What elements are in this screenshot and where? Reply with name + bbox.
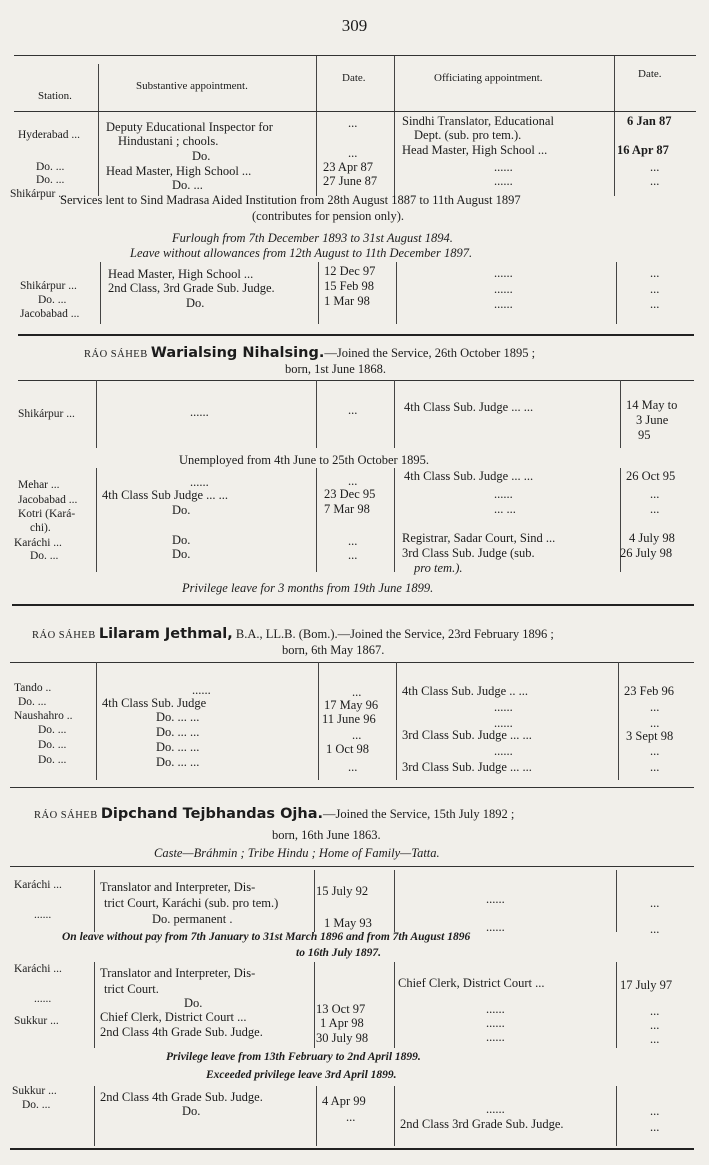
station: Sukkur ... — [12, 1085, 57, 1097]
substantive-appointment: 2nd Class 4th Grade Sub. Judge. — [100, 1025, 263, 1039]
date-2: ... — [650, 716, 660, 730]
column-divider — [96, 380, 97, 448]
date-2: ... — [650, 922, 660, 936]
column-divider — [616, 870, 617, 932]
column-divider — [316, 468, 317, 572]
date: 1 May 93 — [324, 916, 372, 930]
date: ... — [352, 728, 362, 742]
column-divider — [616, 262, 617, 324]
station: chi). — [30, 522, 51, 534]
officer-title — [84, 345, 535, 361]
honorific: RÁO SÁHEB — [32, 630, 96, 641]
joined-text: —Joined the Service, 26th October 1895 ; — [324, 346, 536, 360]
officiating-appointment: 3rd Class Sub. Judge ... ... — [402, 728, 532, 742]
date-2: ... — [650, 1004, 660, 1018]
column-divider — [100, 262, 101, 324]
note: to 16th July 1897. — [296, 947, 381, 959]
note: Privilege leave from 13th February to 2nd April 1899. — [166, 1051, 421, 1063]
note: Privilege leave for 3 months from 19th June 1899. — [182, 581, 434, 595]
substantive-appointment: Do. ... — [172, 178, 203, 192]
column-divider — [318, 262, 319, 324]
date: 11 June 96 — [322, 712, 376, 726]
column-divider — [394, 468, 395, 572]
section-divider — [10, 1148, 694, 1150]
date: ... — [348, 116, 358, 130]
column-divider — [94, 1086, 95, 1146]
station: Do. ... — [36, 161, 65, 173]
officiating-appointment: ...... — [494, 487, 513, 501]
column-divider — [316, 380, 317, 448]
header-station: Station. — [38, 90, 72, 102]
officiating-appointment: 3rd Class Sub. Judge ... ... — [402, 760, 532, 774]
note: (contributes for pension only). — [252, 209, 405, 223]
date-2: ... — [650, 700, 660, 714]
officiating-appointment: ...... — [486, 1002, 505, 1016]
note: On leave without pay from 7th January to 31st March 1896 and from 7th August 1896 — [62, 931, 471, 943]
joined-text: —Joined the Service, 15th July 1892 ; — [323, 807, 515, 821]
date: 15 Feb 98 — [324, 279, 374, 293]
table-header — [14, 55, 696, 112]
column-divider — [394, 56, 395, 111]
born-text: born, 16th June 1863. — [272, 828, 381, 842]
officiating-appointment: ...... — [494, 297, 513, 311]
officiating-appointment: ...... — [486, 1102, 505, 1116]
honorific: RÁO SÁHEB — [34, 810, 98, 821]
station: Hyderabad ... — [18, 129, 80, 141]
born-text: born, 1st June 1868. — [285, 362, 387, 376]
officiating-appointment: 4th Class Sub. Judge ... ... — [404, 400, 534, 414]
officiating-appointment: 2nd Class 3rd Grade Sub. Judge. — [400, 1117, 564, 1131]
date-2: 26 Oct 95 — [626, 469, 676, 483]
station: Do. ... — [22, 1099, 51, 1111]
date: 12 Dec 97 — [324, 264, 376, 278]
substantive-appointment: 4th Class Sub Judge ... ... — [102, 488, 229, 502]
header-officiating: Officiating appointment. — [434, 72, 543, 84]
date-2: ... — [650, 297, 660, 311]
born-text: born, 6th May 1867. — [282, 643, 385, 657]
column-divider — [98, 64, 99, 111]
date-2: ... — [650, 266, 660, 280]
header-substantive: Substantive appointment. — [136, 80, 248, 92]
station: Kotri (Kará- — [18, 508, 76, 520]
date: 23 Dec 95 — [324, 487, 376, 501]
station: Do. ... — [18, 696, 47, 708]
date-2: ... — [650, 502, 660, 516]
substantive-appointment: Do. — [172, 503, 191, 517]
officiating-appointment: ...... — [486, 1016, 505, 1030]
page-number: 309 — [341, 16, 368, 35]
officer-name: Lilaram Jethmal, — [98, 626, 233, 642]
officiating-appointment: Head Master, High School ... — [402, 143, 548, 157]
date-2: ... — [650, 760, 660, 774]
date: 7 Mar 98 — [324, 502, 370, 516]
column-divider — [316, 112, 317, 196]
substantive-appointment: Do. — [182, 1104, 201, 1118]
date-2: 26 July 98 — [620, 546, 673, 560]
substantive-appointment: 4th Class Sub. Judge — [102, 696, 207, 710]
officiating-appointment: Chief Clerk, District Court ... — [398, 976, 545, 990]
date-2: ... — [650, 160, 660, 174]
station: ...... — [34, 909, 52, 921]
substantive-appointment: Do. ... ... — [156, 755, 200, 769]
row-divider — [10, 866, 694, 867]
station: Do. ... — [36, 174, 65, 186]
date-2: 16 Apr 87 — [617, 143, 669, 157]
officiating-appointment: 3rd Class Sub. Judge (sub. — [402, 546, 535, 560]
date-2: ... — [650, 1120, 660, 1134]
station: Do. ... — [30, 550, 59, 562]
officiating-appointment: ...... — [486, 1030, 505, 1044]
date-2: 95 — [638, 428, 651, 442]
substantive-appointment: Head Master, High School ... — [106, 164, 252, 178]
date: 1 Mar 98 — [324, 294, 370, 308]
substantive-appointment: Do. — [186, 296, 205, 310]
header-date-2: Date. — [638, 68, 662, 80]
column-divider — [616, 1086, 617, 1146]
note: Leave without allowances from 12th August to 11th December 1897. — [130, 246, 473, 260]
column-divider — [318, 662, 319, 780]
date-2: ... — [650, 1104, 660, 1118]
station: Shikárpur ... — [18, 408, 75, 420]
row-divider — [10, 787, 694, 788]
date-2: 3 June — [636, 413, 669, 427]
officiating-appointment: Dept. (sub. pro tem.). — [414, 128, 522, 142]
substantive-appointment: Do. ... ... — [156, 710, 200, 724]
officiating-appointment: ...... — [494, 716, 513, 730]
station: ...... — [34, 993, 52, 1005]
row-divider — [10, 662, 694, 663]
column-divider — [314, 870, 315, 932]
substantive-appointment: trict Court. — [104, 982, 159, 996]
date-2: ... — [650, 174, 660, 188]
column-divider — [314, 962, 315, 1048]
station: Sukkur ... — [14, 1015, 59, 1027]
date: ... — [348, 474, 358, 488]
date: 27 June 87 — [323, 174, 378, 188]
officer-name: Dipchand Tejbhandas Ojha. — [100, 806, 324, 822]
column-divider — [94, 962, 95, 1048]
officiating-appointment: ...... — [494, 744, 513, 758]
officer-name: Warialsing Nihalsing. — [150, 345, 325, 361]
date: ... — [348, 146, 358, 160]
substantive-appointment: Do. — [172, 533, 191, 547]
date: 4 Apr 99 — [322, 1094, 366, 1108]
column-divider — [94, 870, 95, 932]
date-2: 17 July 97 — [620, 978, 673, 992]
officer-title — [32, 626, 554, 642]
officiating-appointment: pro tem.). — [414, 561, 463, 575]
column-divider — [96, 662, 97, 780]
substantive-appointment: 2nd Class 4th Grade Sub. Judge. — [100, 1090, 263, 1104]
date-2: ... — [650, 896, 660, 910]
date: ... — [348, 534, 358, 548]
date-2: ... — [650, 1032, 660, 1046]
officiating-appointment: ...... — [494, 282, 513, 296]
column-divider — [614, 112, 615, 196]
officiating-appointment: 4th Class Sub. Judge ... ... — [404, 469, 534, 483]
date-2: ... — [650, 282, 660, 296]
station: Shikárpur ... — [20, 280, 77, 292]
date-2: 6 Jan 87 — [627, 114, 672, 128]
caste-text: Caste—Bráhmin ; Tribe Hindu ; Home of Family—Tatta. — [154, 846, 440, 860]
station: Do. ... — [38, 294, 67, 306]
substantive-appointment: Do. — [172, 547, 191, 561]
column-divider — [394, 870, 395, 932]
station: Karáchi ... — [14, 963, 62, 975]
note: Furlough from 7th December 1893 to 31st August 1894. — [172, 231, 453, 245]
station: Do. ... — [38, 724, 67, 736]
section-divider — [12, 604, 694, 606]
column-divider — [96, 468, 97, 572]
column-divider — [316, 56, 317, 111]
honorific: RÁO SÁHEB — [84, 349, 148, 360]
column-divider — [618, 662, 619, 780]
date: 1 Apr 98 — [320, 1016, 364, 1030]
date-2: 14 May to — [626, 398, 678, 412]
date-2: 4 July 98 — [629, 531, 675, 545]
station: Do. ... — [38, 739, 67, 751]
substantive-appointment: Translator and Interpreter, Dis- — [100, 966, 256, 980]
officiating-appointment: ...... — [486, 892, 505, 906]
substantive-appointment: Deputy Educational Inspector for — [106, 120, 273, 134]
officiating-appointment: Sindhi Translator, Educational — [402, 114, 554, 128]
substantive-appointment: trict Court, Karáchi (sub. pro tem.) — [104, 896, 279, 910]
officiating-appointment: ...... — [494, 174, 513, 188]
note: Exceeded privilege leave 3rd April 1899. — [206, 1069, 397, 1081]
date-2: 23 Feb 96 — [624, 684, 674, 698]
date-2: 3 Sept 98 — [626, 729, 674, 743]
officiating-appointment: 4th Class Sub. Judge .. ... — [402, 684, 529, 698]
substantive-appointment: Do. — [192, 149, 211, 163]
station: Jacobabad ... — [20, 308, 80, 320]
column-divider — [620, 380, 621, 448]
column-divider — [98, 112, 99, 196]
column-divider — [616, 962, 617, 1048]
officiating-appointment: ...... — [486, 920, 505, 934]
note: Unemployed from 4th June to 25th October 1895. — [179, 453, 429, 467]
substantive-appointment: Do. ... ... — [156, 725, 200, 739]
date: ... — [348, 760, 358, 774]
station: Mehar ... — [18, 479, 60, 491]
date: ... — [352, 685, 362, 699]
row-divider — [18, 380, 694, 381]
station: Tando .. — [14, 682, 52, 694]
date-2: ... — [650, 744, 660, 758]
substantive-appointment: Do. — [184, 996, 203, 1010]
substantive-appointment: Do. permanent . — [152, 912, 233, 926]
date: 30 July 98 — [316, 1031, 369, 1045]
substantive-appointment: Hindustani ; chools. — [118, 134, 219, 148]
column-divider — [394, 112, 395, 196]
section-divider — [18, 334, 694, 336]
officiating-appointment: ...... — [494, 160, 513, 174]
date: 17 May 96 — [324, 698, 379, 712]
substantive-appointment: Chief Clerk, District Court ... — [100, 1010, 247, 1024]
date: 23 Apr 87 — [323, 160, 373, 174]
column-divider — [396, 262, 397, 324]
station: Karáchi ... — [14, 537, 62, 549]
station: Shikárpur ... — [10, 188, 67, 200]
note: Services lent to Sind Madrasa Aided Institution from 28th August 1887 to 11th August 1897 — [60, 193, 521, 207]
substantive-appointment: ...... — [192, 683, 211, 697]
joined-text: B.A., LL.B. (Bom.).—Joined the Service, 23rd February 1896 ; — [235, 627, 554, 641]
substantive-appointment: Translator and Interpreter, Dis- — [100, 880, 256, 894]
column-divider — [394, 1086, 395, 1146]
officiating-appointment: ...... — [494, 266, 513, 280]
date-2: ... — [650, 1018, 660, 1032]
substantive-appointment: ...... — [190, 405, 209, 419]
station: Do. ... — [38, 754, 67, 766]
date: 1 Oct 98 — [326, 742, 370, 756]
column-divider — [396, 662, 397, 780]
column-divider — [394, 962, 395, 1048]
officer-title — [34, 806, 514, 822]
column-divider — [316, 1086, 317, 1146]
column-divider — [394, 380, 395, 448]
officiating-appointment: Registrar, Sadar Court, Sind ... — [402, 531, 556, 545]
date: 15 July 92 — [316, 884, 369, 898]
station: Karáchi ... — [14, 879, 62, 891]
substantive-appointment: ...... — [190, 475, 209, 489]
date: ... — [348, 548, 358, 562]
date: ... — [348, 403, 358, 417]
officiating-appointment: ...... — [494, 700, 513, 714]
date: 13 Oct 97 — [316, 1002, 366, 1016]
header-date: Date. — [342, 72, 366, 84]
station: Jacobabad ... — [18, 494, 78, 506]
date-2: ... — [650, 487, 660, 501]
officiating-appointment: ... ... — [494, 502, 516, 516]
substantive-appointment: 2nd Class, 3rd Grade Sub. Judge. — [108, 281, 275, 295]
date: ... — [346, 1110, 356, 1124]
column-divider — [614, 56, 615, 111]
substantive-appointment: Head Master, High School ... — [108, 267, 254, 281]
substantive-appointment: Do. ... ... — [156, 740, 200, 754]
station: Naushahro .. — [14, 710, 73, 722]
